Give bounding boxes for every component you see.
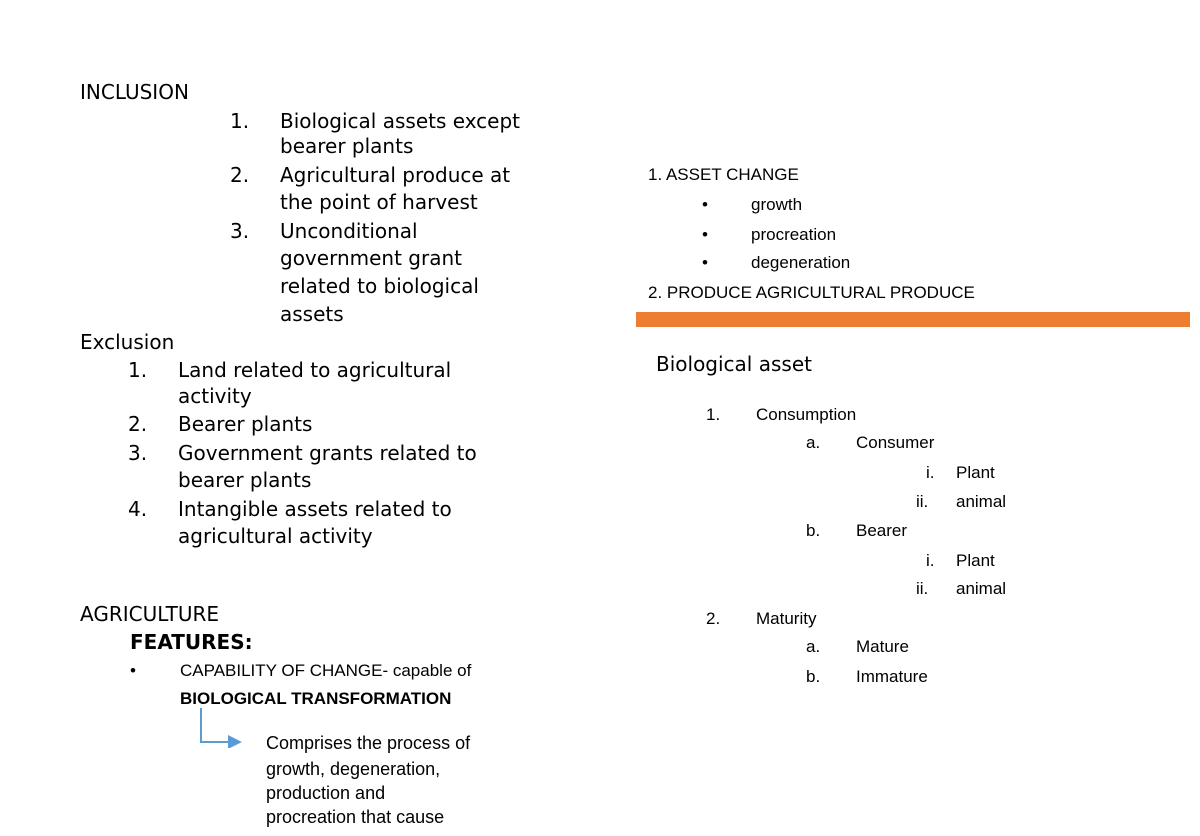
mature-label: Mature (856, 637, 909, 656)
consumption-label: Consumption (756, 405, 857, 424)
inclusion-item-3-line4: assets (280, 302, 344, 326)
consumer-plant-label: Plant (956, 463, 995, 482)
consumption-num: 1. (706, 405, 721, 424)
asset-change-item-procreation: procreation (751, 225, 837, 244)
asset-change-heading: 1. ASSET CHANGE (648, 165, 799, 184)
inclusion-item-1-line2: bearer plants (280, 134, 414, 158)
orange-divider (636, 312, 1190, 327)
feature-bullet: • (130, 661, 136, 680)
arrow-note-line4: procreation that cause (266, 807, 445, 827)
inclusion-num-2: 2. (230, 163, 250, 187)
maturity-label: Maturity (756, 609, 817, 628)
arrow-note-line2: growth, degeneration, (266, 759, 441, 779)
bearer-plant-label: Plant (956, 551, 995, 570)
exclusion-item-4-line2: agricultural activity (178, 524, 373, 548)
asset-change-item-growth: growth (751, 195, 803, 214)
exclusion-item-3-line1: Government grants related to (178, 441, 477, 465)
inclusion-item-3-line2: government grant (280, 246, 462, 270)
immature-num: b. (806, 667, 821, 686)
exclusion-num-1: 1. (128, 358, 148, 382)
exclusion-item-1-line2: activity (178, 384, 252, 408)
exclusion-num-2: 2. (128, 412, 148, 436)
inclusion-heading: INCLUSION (80, 80, 189, 104)
inclusion-item-2-line1: Agricultural produce at (280, 163, 511, 187)
features-label: FEATURES: (130, 630, 253, 654)
exclusion-num-3: 3. (128, 441, 148, 465)
biological-asset-heading: Biological asset (656, 352, 812, 376)
bearer-animal-num: ii. (916, 579, 929, 598)
consumer-label: Consumer (856, 433, 935, 452)
mature-num: a. (806, 637, 821, 656)
feature-line2: BIOLOGICAL TRANSFORMATION (180, 689, 452, 708)
bearer-animal-label: animal (956, 579, 1007, 598)
asset-change-bullet-2: • (702, 225, 708, 244)
consumer-animal-num: ii. (916, 492, 929, 511)
exclusion-item-1-line1: Land related to agricultural (178, 358, 452, 382)
produce-heading: 2. PRODUCE AGRICULTURAL PRODUCE (648, 283, 975, 302)
inclusion-num-1: 1. (230, 109, 250, 133)
feature-line1: CAPABILITY OF CHANGE- capable of (180, 661, 472, 680)
asset-change-bullet-1: • (702, 195, 708, 214)
exclusion-heading: Exclusion (80, 330, 175, 354)
consumer-plant-num: i. (926, 463, 935, 482)
bearer-plant-num: i. (926, 551, 935, 570)
agriculture-heading: AGRICULTURE (80, 602, 220, 626)
bearer-num: b. (806, 521, 821, 540)
arrow-note-line1: Comprises the process of (266, 733, 471, 753)
exclusion-item-3-line2: bearer plants (178, 468, 312, 492)
asset-change-item-degeneration: degeneration (751, 253, 851, 272)
elbow-arrow-icon (196, 708, 256, 748)
inclusion-item-2-line2: the point of harvest (280, 190, 478, 214)
exclusion-item-4-line1: Intangible assets related to (178, 497, 452, 521)
exclusion-item-2-line1: Bearer plants (178, 412, 313, 436)
arrow-note-line3: production and (266, 783, 386, 803)
exclusion-num-4: 4. (128, 497, 148, 521)
bearer-label: Bearer (856, 521, 908, 540)
inclusion-item-3-line3: related to biological (280, 274, 479, 298)
inclusion-item-3-line1: Unconditional (280, 219, 418, 243)
immature-label: Immature (856, 667, 928, 686)
inclusion-item-1-line1: Biological assets except (280, 109, 521, 133)
maturity-num: 2. (706, 609, 721, 628)
consumer-animal-label: animal (956, 492, 1007, 511)
inclusion-num-3: 3. (230, 219, 250, 243)
consumer-num: a. (806, 433, 821, 452)
asset-change-bullet-3: • (702, 253, 708, 272)
